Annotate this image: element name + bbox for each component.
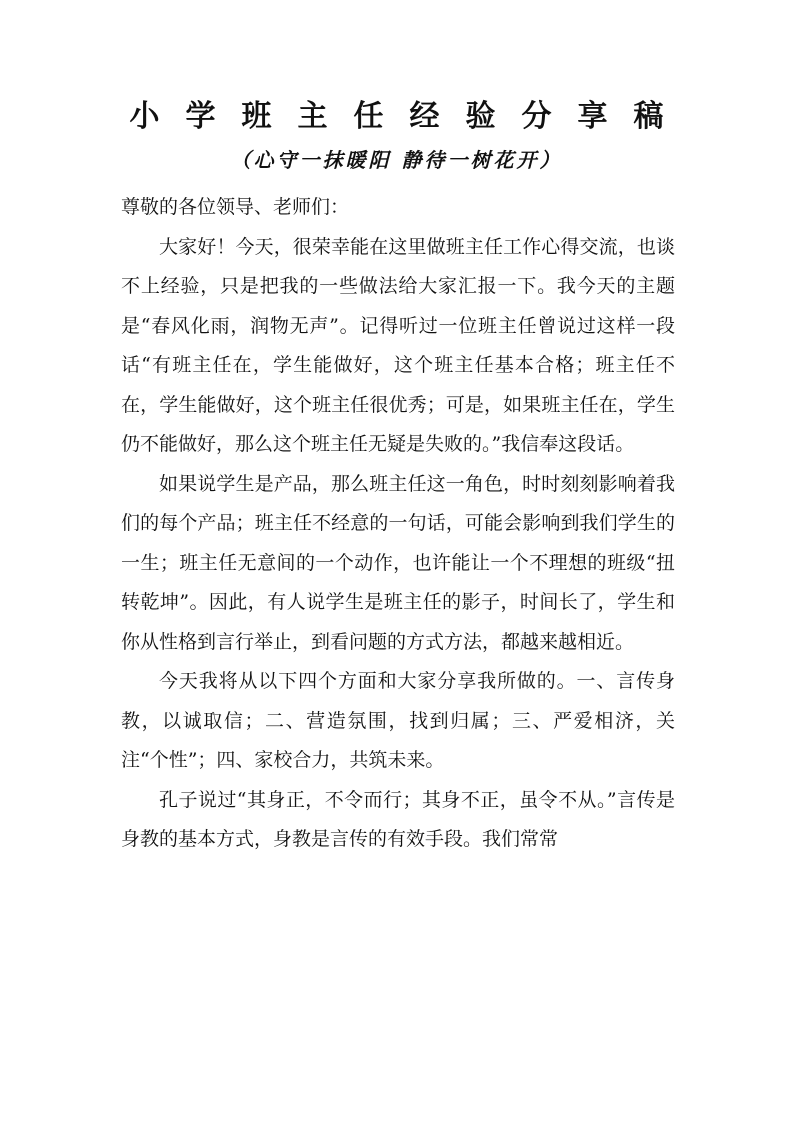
paragraph-2: 如果说学生是产品，那么班主任这一角色，时时刻刻影响着我们的每个产品；班主任不经意的一句话，可能会影响到我们学生的一生；班主任无意间的一个动作，也许能让一个不理想的班级“扭转乾坤”。因此，有人说学生是班主任的影子，时间长了，学生和你从性格到言行举止，到看问题的方式方法，都越来越相近。 [121, 472, 675, 653]
salutation: 尊敬的各位领导、老师们： [121, 196, 350, 218]
paragraph-4: 孔子说过“其身正，不令而行；其身不正，虽令不从。”言传是身教的基本方式，身教是言传的有效手段。我们常常 [121, 788, 675, 850]
paragraph-3: 今天我将从以下四个方面和大家分享我所做的。一、言传身教，以诚取信；二、营造氛围，找到归属；三、严爱相济，关注“个性”；四、家校合力，共筑未来。 [121, 670, 675, 771]
document-subtitle: （心守一抹暖阳 静待一树花开） [230, 148, 563, 172]
document-title: 小学班主任经验分享稿 [129, 99, 690, 134]
document-body [121, 188, 675, 860]
paragraph-1: 大家好！今天，很荣幸能在这里做班主任工作心得交流，也谈不上经验，只是把我的一些做法给大家汇报一下。我今天的主题是“春风化雨，润物无声”。记得听过一位班主任曾说过这样一段话“有班主任在，学生能做好，这个班主任基本合格；班主任不在，学生能做好，这个班主任很优秀；可是，如果班主任在，学生仍不能做好，那么这个班主任无疑是失败的。”我信奉这段话。 [121, 235, 675, 455]
